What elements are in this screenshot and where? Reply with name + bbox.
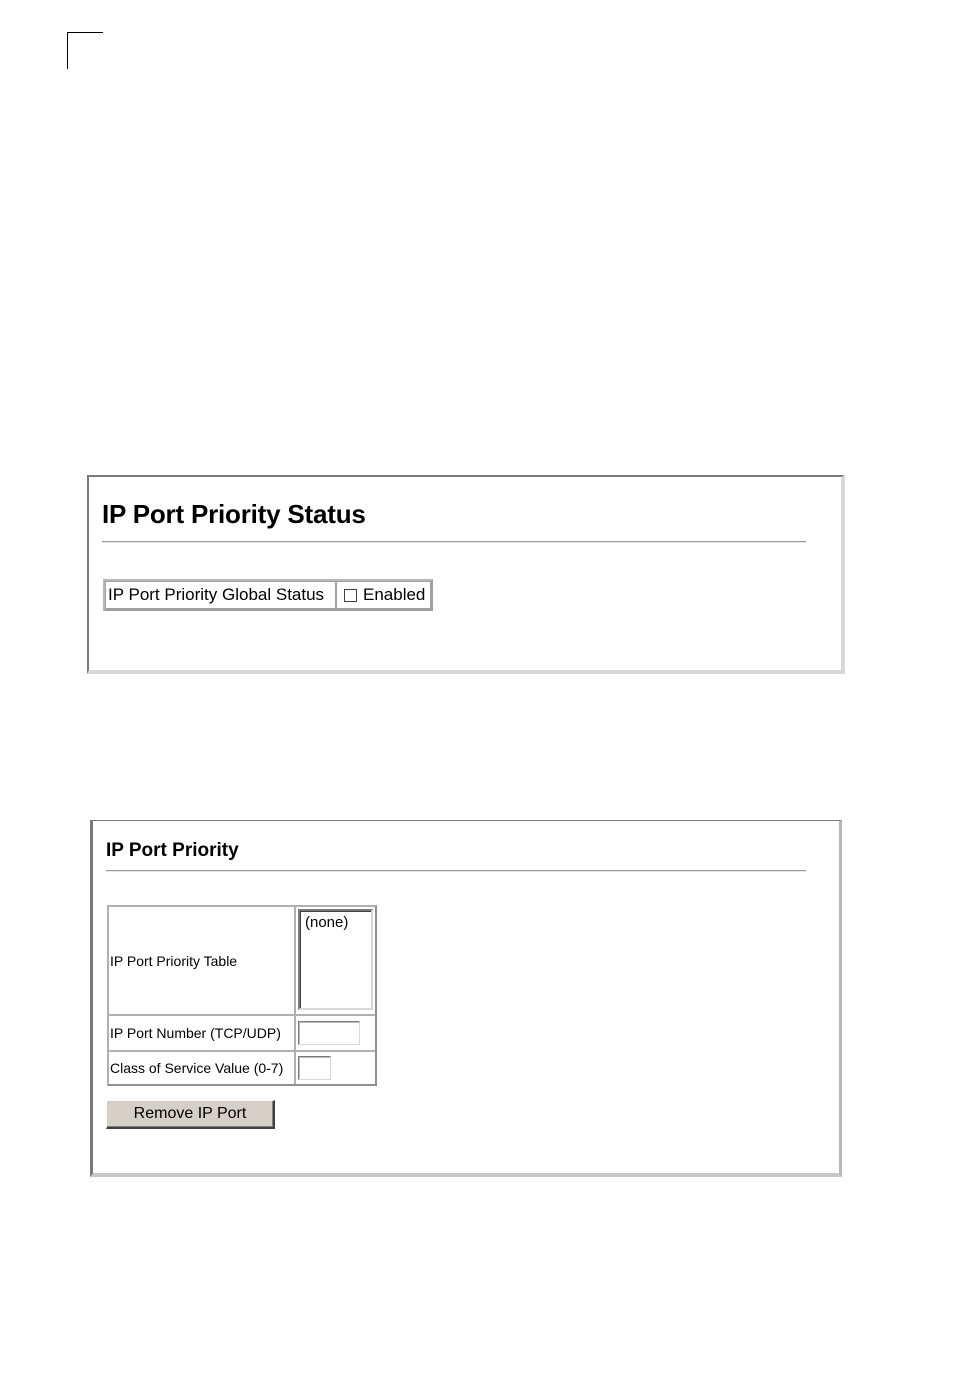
ip-port-priority-panel bbox=[90, 820, 842, 1177]
cos-value-input[interactable] bbox=[298, 1056, 331, 1080]
port-number-row bbox=[109, 1016, 375, 1052]
priority-table-label: IP Port Priority Table bbox=[109, 907, 296, 1014]
port-number-field bbox=[296, 1016, 375, 1050]
priority-table-row bbox=[109, 907, 375, 1016]
ip-port-priority-status-panel bbox=[87, 475, 845, 674]
status-panel-title: IP Port Priority Status bbox=[102, 499, 366, 529]
priority-panel-divider bbox=[106, 870, 806, 872]
global-status-value-cell bbox=[336, 581, 431, 609]
global-status-table bbox=[103, 579, 433, 611]
priority-table-listbox[interactable] bbox=[298, 909, 373, 1010]
enabled-checkbox-label: Enabled bbox=[363, 585, 426, 604]
cos-value-label: Class of Service Value (0-7) bbox=[109, 1052, 296, 1084]
status-panel-divider bbox=[102, 541, 806, 543]
global-status-label: IP Port Priority Global Status bbox=[105, 581, 336, 609]
cos-value-field bbox=[296, 1052, 375, 1084]
priority-table-field bbox=[296, 907, 375, 1014]
enabled-checkbox[interactable] bbox=[344, 589, 357, 602]
remove-ip-port-button[interactable]: Remove IP Port bbox=[106, 1100, 275, 1129]
list-item[interactable]: (none) bbox=[305, 914, 349, 931]
port-number-label: IP Port Number (TCP/UDP) bbox=[109, 1016, 296, 1050]
ip-port-priority-form bbox=[107, 905, 377, 1086]
port-number-input[interactable] bbox=[298, 1021, 360, 1045]
cos-value-row bbox=[109, 1052, 375, 1084]
crop-mark-vertical bbox=[67, 32, 68, 69]
priority-panel-title: IP Port Priority bbox=[106, 840, 239, 861]
crop-mark-horizontal bbox=[67, 32, 103, 33]
